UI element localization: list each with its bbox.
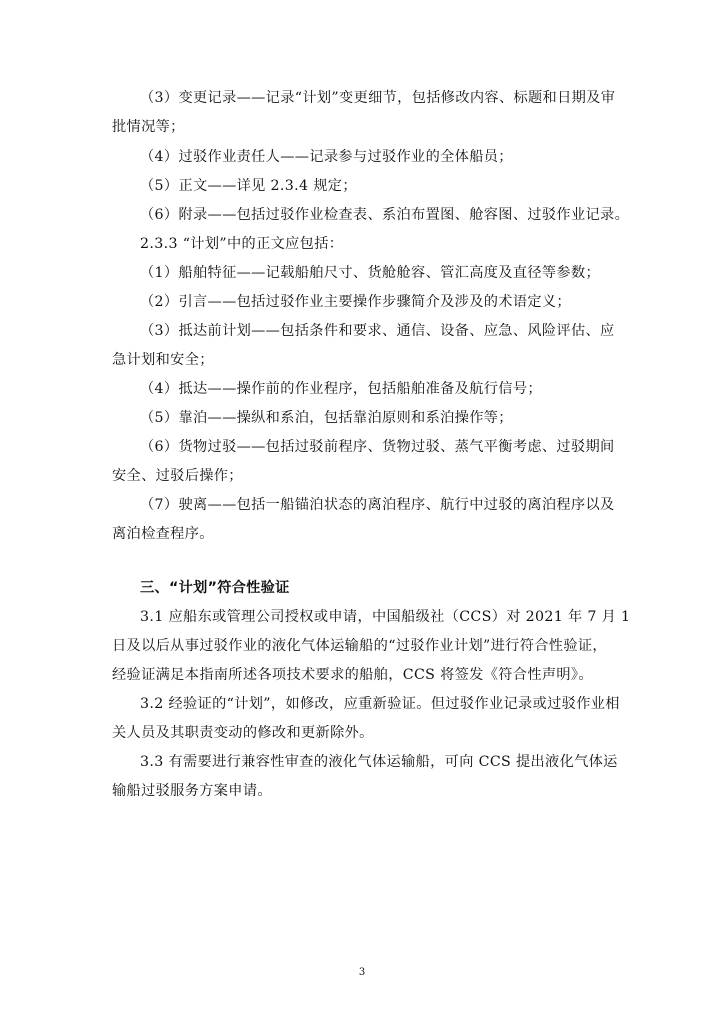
section-heading: 三、“计划”符合性验证	[140, 580, 290, 596]
paragraph-line: （6）货物过驳——包括过驳前程序、货物过驳、蒸气平衡考虑、过驳期间	[140, 439, 615, 455]
paragraph-line: （3）变更记录——记录“计划”变更细节，包括修改内容、标题和日期及审	[140, 90, 616, 106]
paragraph-line: （3）抵达前计划——包括条件和要求、通信、设备、应急、风险评估、应	[140, 323, 615, 339]
section-line: 2.3.3 “计划”中的正文应包括：	[140, 236, 344, 252]
paragraph-line: （2）引言——包括过驳作业主要操作步骤简介及涉及的术语定义；	[140, 294, 571, 310]
paragraph-line: 3.3 有需要进行兼容性审查的液化气体运输船，可向 CCS 提出液化气体运	[140, 754, 618, 770]
paragraph-line: 3.1 应船东或管理公司授权或申请，中国船级社（CCS）对 2021 年 7 月 1	[140, 609, 631, 625]
paragraph-line: 经验证满足本指南所述各项技术要求的船舶，CCS 将签发《符合性声明》。	[112, 667, 593, 683]
paragraph-line: （6）附录——包括过驳作业检查表、系泊布置图、舱容图、过驳作业记录。	[140, 207, 630, 223]
paragraph-line: 3.2 经验证的“计划”，如修改，应重新验证。但过驳作业记录或过驳作业相	[140, 696, 620, 712]
paragraph-line: （5）靠泊——操纵和系泊，包括靠泊原则和系泊操作等；	[140, 410, 513, 426]
paragraph-line: 安全、过驳后操作；	[112, 468, 243, 484]
paragraph-line: 批情况等；	[112, 119, 185, 135]
paragraph-line: （1）船舶特征——记载船舶尺寸、货舱舱容、管汇高度及直径等参数；	[140, 265, 601, 281]
paragraph-line: （7）驶离——包括一船锚泊状态的离泊程序、航行中过驳的离泊程序以及	[140, 497, 615, 513]
paragraph-line: （4）抵达——操作前的作业程序，包括船舶准备及航行信号；	[140, 381, 542, 397]
paragraph-line: 关人员及其职责变动的修改和更新除外。	[112, 725, 374, 741]
paragraph-line: 日及以后从事过驳作业的液化气体运输船的“过驳作业计划”进行符合性验证，	[112, 638, 607, 654]
paragraph-line: （4）过驳作业责任人——记录参与过驳作业的全体船员；	[140, 149, 513, 165]
paragraph-line: 急计划和安全；	[112, 352, 214, 368]
paragraph-line: （5）正文——详见 2.3.4 规定；	[140, 178, 357, 194]
page-number: 3	[358, 967, 366, 978]
paragraph-line: 离泊检查程序。	[112, 526, 214, 542]
paragraph-line: 输船过驳服务方案申请。	[112, 783, 272, 799]
